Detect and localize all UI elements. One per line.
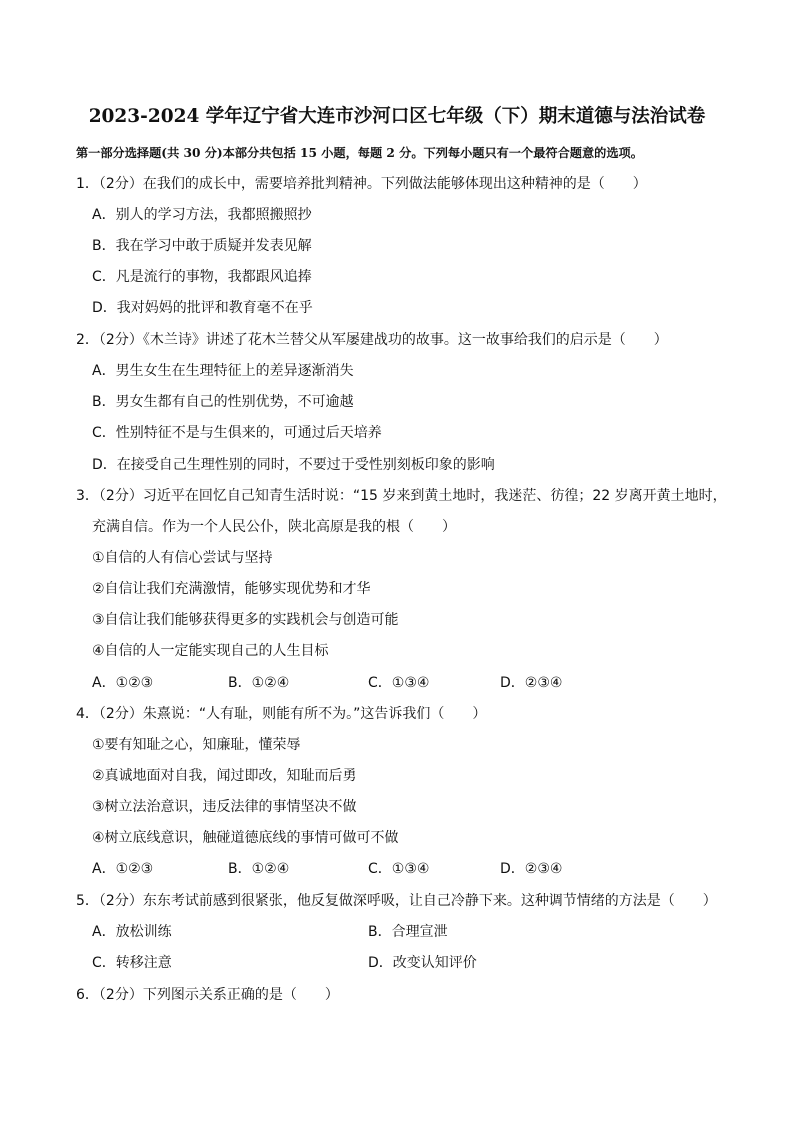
question-1-option-d: D．我对妈妈的批评和教育毫不在乎	[92, 300, 313, 316]
question-1-stem: 1．（2分）在我们的成长中，需要培养批判精神。下列做法能够体现出这种精神的是（ ）	[76, 176, 647, 192]
question-4-statement-2: ②真诚地面对自我，闻过即改，知耻而后勇	[92, 768, 357, 784]
question-3-stem-line2: 充满自信。作为一个人民公仆，陕北高原是我的根（ ）	[92, 519, 456, 535]
question-3-option-b: B．①②④	[228, 675, 290, 691]
question-2-stem: 2．（2分）《木兰诗》讲述了花木兰替父从军屡建战功的故事。这一故事给我们的启示是（ ）	[76, 332, 668, 348]
question-5-option-d: D．改变认知评价	[368, 955, 477, 971]
question-3-option-d: D．②③④	[500, 675, 563, 691]
question-3-statement-1: ①自信的人有信心尝试与坚持	[92, 550, 273, 566]
question-3-stem-line1: 3．（2分）习近平在回忆自己知青生活时说：“15 岁来到黄土地时，我迷茫、彷徨；22 岁离开黄土地时，	[76, 488, 727, 504]
exam-title: 2023-2024 学年辽宁省大连市沙河口区七年级（下）期末道德与法治试卷	[88, 106, 706, 127]
question-2-option-d: D．在接受自己生理性别的同时，不要过于受性别刻板印象的影响	[92, 457, 495, 473]
question-4-option-a: A．①②③	[92, 861, 154, 877]
question-3-statement-2: ②自信让我们充满激情，能够实现优势和才华	[92, 581, 371, 597]
question-4-option-b: B．①②④	[228, 861, 290, 877]
question-4-statement-4: ④树立底线意识，触碰道德底线的事情可做可不做	[92, 830, 399, 846]
question-1-option-c: C．凡是流行的事物，我都跟风追捧	[92, 269, 312, 285]
question-3-statement-3: ③自信让我们能够获得更多的实践机会与创造可能	[92, 612, 399, 628]
question-5-option-b: B．合理宣泄	[368, 924, 448, 940]
question-1-option-a: A．别人的学习方法，我都照搬照抄	[92, 207, 312, 223]
question-2-option-c: C．性别特征不是与生俱来的，可通过后天培养	[92, 425, 382, 441]
question-3-statement-4: ④自信的人一定能实现自己的人生目标	[92, 643, 329, 659]
question-2-option-a: A．男生女生在生理特征上的差异逐渐消失	[92, 363, 354, 379]
question-4-statement-3: ③树立法治意识，违反法律的事情坚决不做	[92, 799, 357, 815]
question-3-option-a: A．①②③	[92, 675, 154, 691]
question-4-stem: 4．（2分）朱熹说：“人有耻，则能有所不为。”这告诉我们（ ）	[76, 706, 487, 722]
question-4-option-d: D．②③④	[500, 861, 563, 877]
question-6-stem: 6．（2分）下列图示关系正确的是（ ）	[76, 987, 339, 1003]
question-5-option-a: A．放松训练	[92, 924, 172, 940]
question-4-statement-1: ①要有知耻之心，知廉耻，懂荣辱	[92, 737, 301, 753]
section-intro: 第一部分选择题(共 30 分)本部分共包括 15 小题，每题 2 分。下列每小题只有一个最符合题意的选项。	[76, 146, 643, 160]
question-3-option-c: C．①③④	[368, 675, 430, 691]
question-4-option-c: C．①③④	[368, 861, 430, 877]
question-1-option-b: B．我在学习中敢于质疑并发表见解	[92, 238, 312, 254]
question-2-option-b: B．男女生都有自己的性别优势，不可逾越	[92, 394, 354, 410]
question-5-option-c: C．转移注意	[92, 955, 172, 971]
question-5-stem: 5．（2分）东东考试前感到很紧张，他反复做深呼吸，让自己冷静下来。这种调节情绪的方法是（ ）	[76, 893, 717, 909]
